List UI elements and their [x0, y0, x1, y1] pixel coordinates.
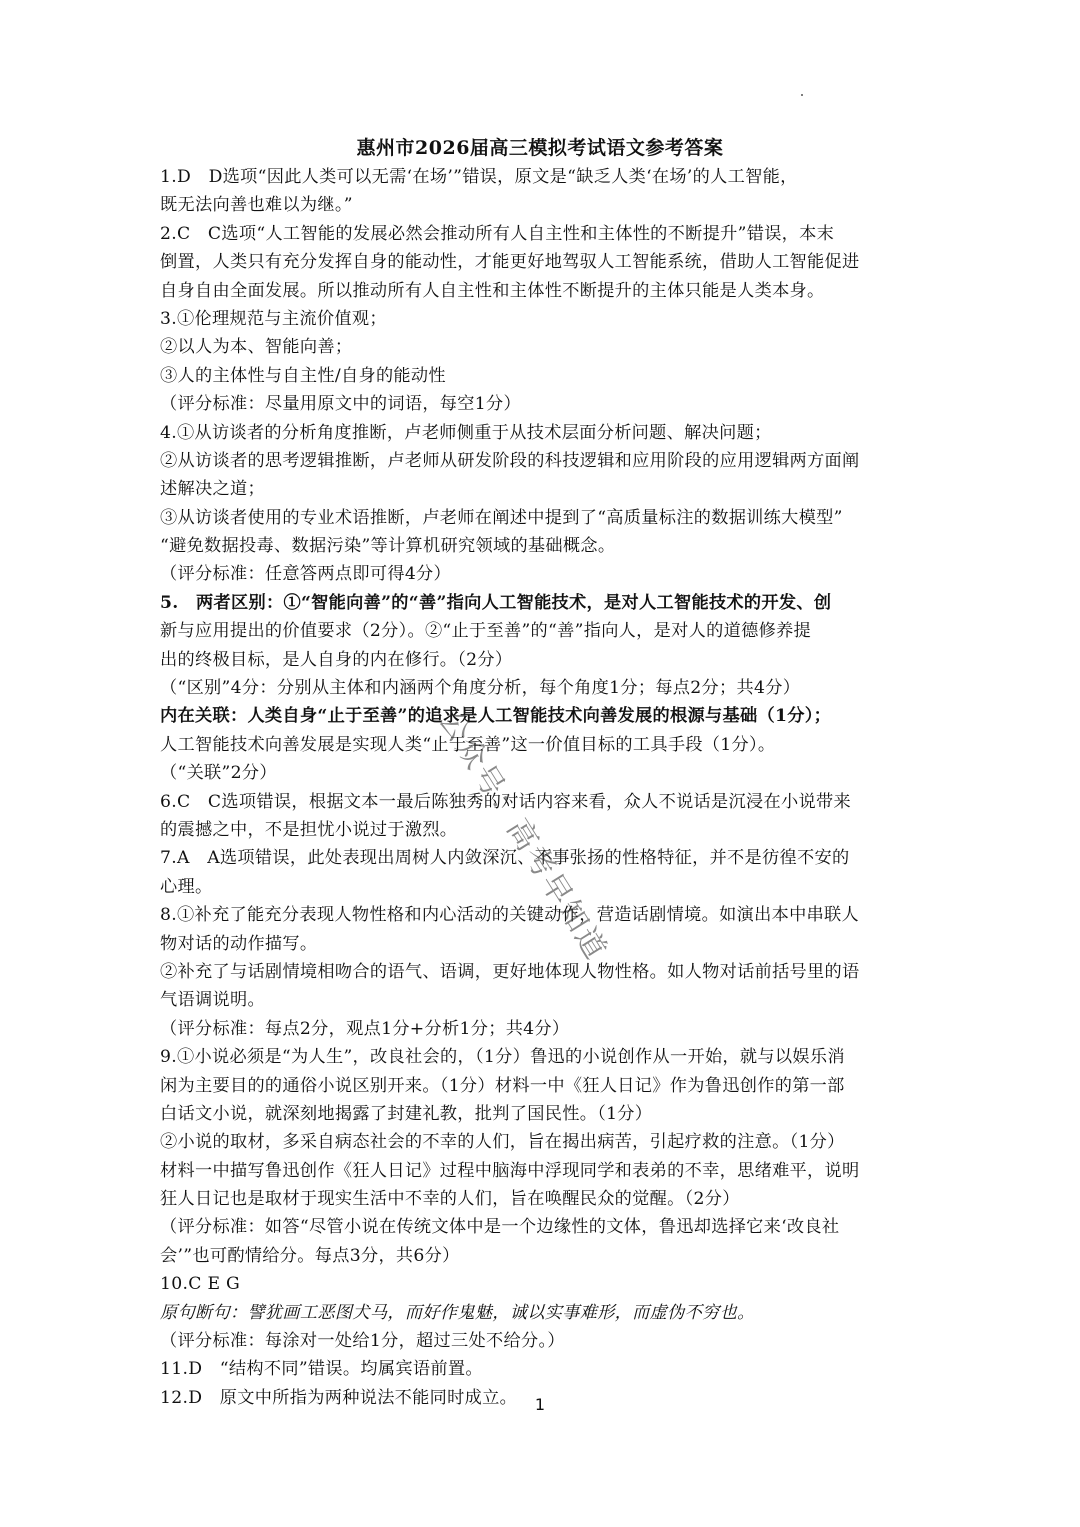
text-line: 新与应用提出的价值要求（2分）。②“止于至善”的“善”指向人，是对人的道德修养提 [160, 621, 812, 642]
text-line: 既无法向善也难以为继。” [160, 195, 353, 216]
text-line: 材料一中描写鲁迅创作《狂人日记》过程中脑海中浮现同学和表弟的不幸，思绪难平，说明 [160, 1160, 860, 1181]
text-line: 倒置，人类只有充分发挥自身的能动性，才能更好地驾驭人工智能系统，借助人工智能促进 [160, 252, 860, 273]
text-line: ③人的主体性与自主性/自身的能动性 [160, 365, 446, 386]
answer-body [160, 163, 920, 1412]
page-number: 1 [534, 1395, 546, 1414]
text-line: 出的终极目标，是人自身的内在修行。（2分） [160, 649, 513, 670]
text-line: （评分标准：任意答两点即可得4分） [160, 564, 452, 585]
text-line: 1.D D选项“因此人类可以无需‘在场’”错误，原文是“缺乏人类‘在场’的人工智能， [160, 167, 798, 187]
text-line: ②补充了与话剧情境相吻合的语气、语调，更好地体现人物性格。如人物对话前括号里的语 [160, 961, 860, 982]
text-line: 6.C C选项错误，根据文本一最后陈独秀的对话内容来看，众人不说话是沉浸在小说带来 [160, 791, 851, 812]
text-line: ②小说的取材，多采自病态社会的不幸的人们，旨在揭出病苦，引起疗救的注意。（1分） [160, 1132, 845, 1153]
text-line: （评分标准：每涂对一处给1分，超过三处不给分。） [160, 1331, 565, 1352]
text-line: ②以人为本、智能向善； [160, 337, 353, 358]
speck [801, 94, 803, 96]
text-line: （评分标准：每点2分，观点1分+分析1分；共4分） [160, 1018, 570, 1039]
text-line: 的震撼之中，不是担忧小说过于激烈。 [160, 819, 458, 840]
text-line: （“关联”2分） [160, 763, 277, 784]
text-line: 自身自由全面发展。所以推动所有人自主性和主体性不断提升的主体只能是人类本身。 [160, 280, 825, 301]
text-line: 闲为主要目的的通俗小说区别开来。（1分）材料一中《狂人日记》作为鲁迅创作的第一部 [160, 1075, 845, 1096]
text-line: 物对话的动作描写。 [160, 933, 318, 954]
text-line: ③从访谈者使用的专业术语推断，卢老师在阐述中提到了“高质量标注的数据训练大模型” [160, 507, 843, 528]
text-line: 内在关联：人类自身“止于至善”的追求是人工智能技术向善发展的根源与基础（1分）； [160, 706, 832, 727]
text-line: 9.①小说必须是“为人生”，改良社会的，（1分）鲁迅的小说创作从一开始，就与以娱乐消 [160, 1047, 845, 1068]
text-line: 12.D 原文中所指为两种说法不能同时成立。 [160, 1387, 518, 1408]
text-line: （“区别”4分：分别从主体和内涵两个角度分析，每个角度1分；每点2分；共4分） [160, 678, 801, 699]
text-line: 10.C E G [160, 1274, 241, 1295]
text-line: 4.①从访谈者的分析角度推断，卢老师侧重于从技术层面分析问题、解决问题； [160, 422, 772, 443]
text-line: 心理。 [160, 876, 213, 897]
text-line: （评分标准：如答“尽管小说在传统文体中是一个边缘性的文体，鲁迅却选择它来‘改良社 [160, 1217, 840, 1238]
text-line: 3.①伦理规范与主流价值观； [160, 308, 387, 329]
text-line: ②从访谈者的思考逻辑推断，卢老师从研发阶段的科技逻辑和应用阶段的应用逻辑两方面阐 [160, 450, 860, 471]
text-line: （评分标准：尽量用原文中的词语，每空1分） [160, 394, 521, 415]
text-line: 人工智能技术向善发展是实现人类“止于至善”这一价值目标的工具手段（1分）。 [160, 734, 776, 755]
text-line: 7.A A选项错误，此处表现出周树人内敛深沉、不事张扬的性格特征，并不是彷徨不安的 [160, 848, 850, 869]
text-line: 原句断句：譬犹画工恶图犬马，而好作鬼魅，诚以实事难形，而虚伪不穷也。 [160, 1302, 755, 1323]
text-line: 5. 两者区别：①“智能向善”的“善”指向人工智能技术，是对人工智能技术的开发、创 [160, 592, 832, 613]
text-line: 会’”也可酌情给分。每点3分，共6分） [160, 1245, 460, 1266]
watermark: 公众号：高考早知道 [431, 704, 614, 968]
text-line: 11.D “结构不同”错误。均属宾语前置。 [160, 1359, 483, 1380]
text-line: 8.①补充了能充分表现人物性格和内心活动的关键动作，营造话剧情境。如演出本中串联人 [160, 905, 860, 926]
document-title: 惠州市2026届高三模拟考试语文参考答案 [356, 137, 724, 159]
text-line: 气语调说明。 [160, 990, 265, 1011]
text-line: 白话文小说，就深刻地揭露了封建礼教，批判了国民性。（1分） [160, 1103, 653, 1124]
text-line: 2.C C选项“人工智能的发展必然会推动所有人自主性和主体性的不断提升”错误，本末 [160, 223, 835, 244]
text-line: “避免数据投毒、数据污染”等计算机研究领域的基础概念。 [160, 536, 616, 557]
text-line: 狂人日记也是取材于现实生活中不幸的人们，旨在唤醒民众的觉醒。（2分） [160, 1189, 740, 1210]
text-line: 述解决之道； [160, 479, 265, 500]
